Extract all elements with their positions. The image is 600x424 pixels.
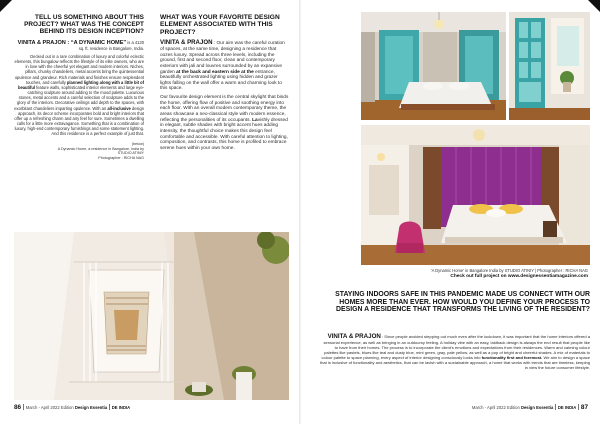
answer-2-text-d: vishly dressed in elegant, subtle shades with bright accent hues adding intensity, the thoughtful choice makes this design feel comfortable and accessible. With careful attention to lighting, composition, and contrasts, this home is profiled to embrace serene hues within your own home. [160,117,288,152]
bedroom-purple-illustration [361,125,590,265]
photo-credit: 'A Dynamic Home' in Bangalore India by STUDIO ATINIY | Photographer : RICHA NAG [430,268,588,273]
answer-3-text-b: We aim to design a space that is inclusive of functionality and aesthetics, that can be lavish with a sustainable approach, a home that works with trends that are timeless, keeping in view the future consumer lifestyle. [320,355,590,371]
answer-1-text-b: feature walls, sophisticated interior elements and large eye-catching sculpture around adding to the mood palette. Luxurious stones, metal accents and a careful selection of sculpture adds to the glory of the interiors. Decorative ceilings add depth to the spaces, with exorbitant chandeliers imparting opulence. With an [14,84,144,111]
question-1: TELL US SOMETHING ABOUT THIS PROJECT? WHAT WAS THE CONCEPT BEHIND ITS DESIGN INCEPTION? [24,14,144,36]
page-number-left: 86 [14,404,22,411]
answer-1-lead: VINITA & PRAJON : “A DYNAMIC HOME” [17,39,127,46]
staircase-photo [14,232,289,400]
footer-right-issue: March - April 2022 Edition [471,405,520,410]
answer-1-body [14,54,144,137]
corner-mark-right [588,0,600,12]
answer-2-bold-a: at the back and eastern side at the [176,69,254,75]
answer-1-intro [14,40,144,51]
photo-caption [14,142,144,160]
question-3: STAYING INDOORS SAFE IN THIS PANDEMIC MADE US CONNECT WITH OUR HOMES MORE THAN EVER. HOW WOULD YOU DEFINE YOUR PROCESS TO DESIGN A RESIDENCE THAT TRANSFORMS THE LIVING OF THE RESIDENT? [335,291,590,314]
answer-3-lead: VINITA & PRAJON [327,333,381,340]
footer-left-issue: March - April 2022 Edition [25,405,74,410]
page-gutter [299,0,301,424]
answer-2-bold-b: La [252,117,258,123]
full-project-link[interactable]: Check out full project on www.designessentiamagazine.com [450,274,588,279]
caption-label: (below) [131,142,144,147]
page-number-right: 87 [580,404,588,411]
footer-left-section: DE INDIA [111,405,131,410]
footer-left [14,404,130,411]
bedroom-teal-photo [361,12,506,120]
answer-2-text-a: : Our aim was the careful curation of spaces, at the same time, designing a residence that oozes luxury. Spread across three levels, including the ground, first and second floor, clean and contemporary exteriors with jali and louvres surrounded by an expansive garden [160,41,285,75]
dressing-room-illustration [509,12,590,120]
corner-mark-left [0,0,12,12]
question-2: WHAT WAS YOUR FAVORITE DESIGN ELEMENT ASSOCIATED WITH THIS PROJECT? [160,14,280,36]
answer-1-text-a: Decked out in a rare combination of luxury and colorful eclectic elements, this bungalow reflects the lifestyle of its elite owners, who are in love with the cheerful yet elegant and modern interiors. Niches, pillars, chunky chandeliers, metal accents bring the quintessential opulence and grandeur. Rich materials and finishes ensure resplendent touches, and carefully [14,53,144,85]
answer-2-para-2 [160,95,290,152]
answer-3 [320,334,590,370]
answer-1-bold-b: all-inclusive [107,105,131,111]
answer-3-bold: functionality first and foremost. [481,355,543,361]
answer-1-bold-a: planned lighting along with a little bit of beautiful [17,79,144,90]
bedroom-purple-photo [361,125,590,265]
footer-left-magazine: Design Essentia [74,405,108,410]
answer-1-text-c: design approach, its decor scheme incorporates bold and bright interiors that offer up a refreshing charm and airy feel for sure. Sometimes a dwelling calls for a little more extravagance. Something that is a combination of luxury, high-end contemporary furnishings and some statement lighting. And this residence is a perfect example of just that. [14,105,144,137]
answer-3-text-a: : Since people avoided stepping out much even after the lockdown, it was important that the home interiors offered a sensorial experience, as well as bringing in an outdoorsy feeling. A holiday vibe with an easy, laidback design is always the end result that people like to have from their homes. The process is to incorporate the client's emotions and expectations from their residences. Warm and calming colour palettes like pastels, blues like teal and dusty blue, mint green, gray, pale yellow, as well as a pop of bright and cheerful shades. A mix of materials to colour palette to space planning, every aspect of interior designing consciously looks into [321,334,590,361]
caption-line-3: Photographer : RICHA NAG [98,155,144,160]
dressing-room-photo [509,12,590,120]
caption-line-2: STUDIO ATINIY [117,151,144,156]
footer-right-magazine: Design Essentia [520,405,554,410]
left-column-a [14,14,144,160]
footer-right-section: DE INDIA [557,405,577,410]
answer-2-text-c: Our favourite design element is the central skylight that binds the home, offering flow of positive and soothing energy into each floor. With an overall modern contemporary theme, the areas showcase a neo-classical style with modern essence, reflecting the personalities of its occupants. [160,95,289,123]
caption-line-1: A Dynamic Home, a residence in Bangalore, India by [57,146,144,151]
staircase-illustration [14,232,289,400]
answer-2-text-b: entrance, beautifully orchestrated lighting using hidden and grazer lights falling on the wall offer a warm and charming look to this space. [160,69,282,92]
left-column-b [160,14,290,155]
answer-1-lead-rest: is a 4130 sq. ft. residence in Bangalore, India. [78,39,144,51]
bedroom-teal-illustration [361,12,506,120]
answer-2-para-1 [160,40,290,92]
footer-right [472,404,588,411]
answer-2-lead: VINITA & PRAJON [160,39,213,47]
